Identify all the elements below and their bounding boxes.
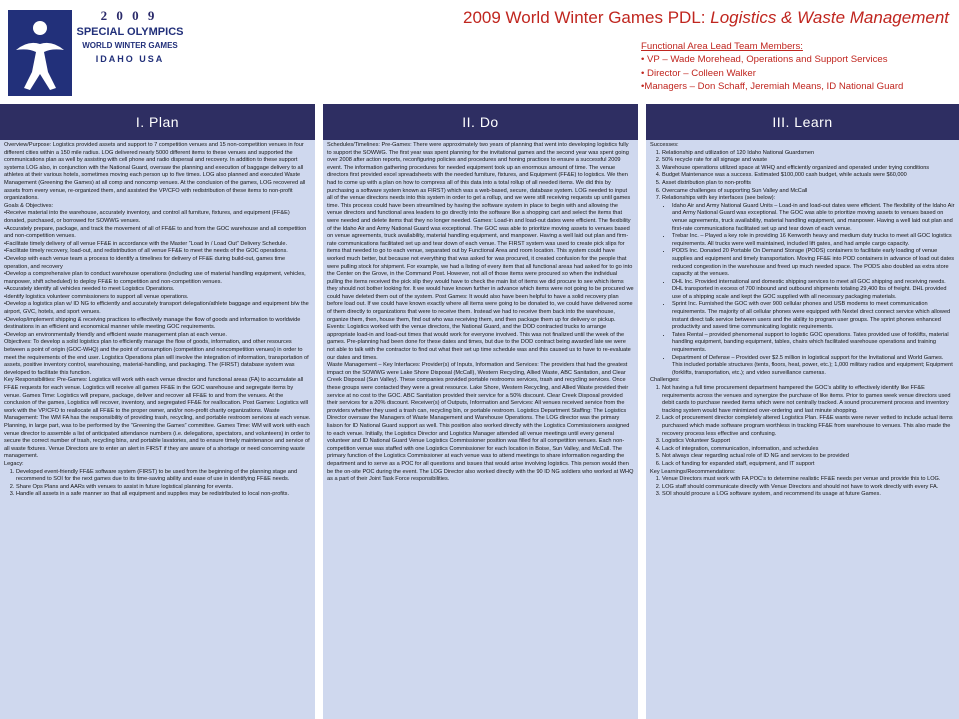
interfaces-list <box>650 203 955 378</box>
list-item: 4. Budget Maintenance was a success. Estimated $100,000 cash budget, while actuals were $60,000 <box>662 172 955 180</box>
list-item: 4. Lack of integration, communication, information, and schedules <box>662 446 955 454</box>
learnings-heading: Key Learnings/Recommendations: <box>650 468 736 475</box>
plan-goal: •Accurately prepare, package, and track the movement of all of FF&E to and from the GOC warehouse and all competition and non-competition venues. <box>4 225 307 240</box>
do-waste-management: Waste Management – Key Interfaces: Provider(s) of Inputs, Information and Services: The providers that had the greatest impact on the SOWWG were Lake Shore Disposal (McCall), Western Recycling, Allied Waste, ABC Sanitation, and Clear Creek Disposal (Sun Valley). These companies provided portable restrooms services, trash and recycling services. Once these groups were contacted they were a great resource. Lake Shore, Western Recycling, and Allied Waste provided their service at no cost to the GOC. ABC Sanitation provided their service for a 50% discount. Clear Creek Disposal provided their services for a 20% discount. Receiver(s) of Outputs, Information and Services: All venues received service from the providers whether they used a trash can, recycling bin, or portable restroom. Logistics Department Staffing: The Logistics Director oversaw the Managers of Waste Management and Warehouse Operations. The LOG director was the primary liaison for ID National Guard support as well. This position also worked directly with the Logistics Commissioners assigned to each venue. Initially, the Logistics Director and Logistics Manager attended all venue meetings until every general volunteer and ID National Guard Venue Logistics Commissioner position was filled for all competition venues. Each non-competition venue was staffed with one Logistics Commissioner for each location in Boise, Sun Valley, and McCall. The primary function of the Logistics Commissioner at each venue was to attend meetings to share information regarding the department and to serve as a POC for all questions and issues that would arise involving logistics. This person would then be the on-site POC during the event. The LOG Director also worked directly with the 90 ID NG soldiers who worked at WHQ as a part of their Joint Task Force responsibilities. <box>327 362 634 483</box>
plan-goals-heading: Goals & Objectives: <box>4 202 54 209</box>
special-olympics-figure-icon <box>8 10 72 96</box>
page-title <box>463 8 949 28</box>
leads-managers: •Managers – Don Schaff, Jeremiah Means, ID National Guard <box>641 81 904 93</box>
list-item: 2. 50% recycle rate for all signage and waste <box>662 157 955 165</box>
learnings-list <box>650 476 955 499</box>
plan-legacy-list <box>4 469 311 499</box>
list-item: 3. Handle all assets in a safe manner so that all equipment and supplies may be redistributed to local non-profits. <box>16 491 311 499</box>
learn-header: III. Learn <box>646 104 959 140</box>
successes-list <box>650 150 955 203</box>
plan-goal: •Facilitate timely delivery of all venue FF&E in accordance with the Master “Load In / Load Out” Delivery Schedule. <box>4 240 288 247</box>
title-italic: Logistics & Waste Management <box>710 8 949 27</box>
plan-header: I. Plan <box>0 104 315 140</box>
list-item: 5. Not always clear regarding actual role of ID NG and services to be provided <box>662 453 955 461</box>
do-schedules: Schedules/Timelines: Pre-Games: There were approximately two years of planning that went into developing logistics fully to support the SOWWG. The first year was spent planning for the invitational games and the second year was spent going over 2008 after action reports, reconfiguring policies and procedures and honing practices to ensure a successful 2009 event. The information gathering procedures for needed equipment took up an enormous amount of time. The venue directors first provided excel spreadsheets with the needed furniture, fixtures, and Equipment (FF&E) to logistics. We then had to come up with a plan on how to compress all of this data into a total rollup of all needed items. We did this by purchasing a software system known as FIRST) which was a web-based, secure, database system. LOG needed to input all of the venue directors needs into this system in order to get a rollup, and we were still receiving requests up until games time. This process could have been streamlined by having the software system in place to begin with and allowing the venue directors and functional area leaders to go directly into the software like a shopping cart and select the items that were needed and delete items that they no longer needed. Games: Load-in and load-out dates were efficient. The flexibility of the Idaho Air and Army National Guard was exceptional. The GOC was able to prioritize moving assets to venues based on venue agreements, truck availability, material handling equipment, and manpower. Having a well laid out plan and firm-rate communications facilitated set up and tear down of each venue. The FIRST system was used to create pick slips for items that needed to go to each venue, separated out by Functional Area and room location. This system could have worked much better, but because not everything that was asked for was procured, it created confusion for the people that were pulling stock for shipment. For example, we had a listing of every item that all functional areas had asked for to go into the Center on the Grove, in the Command Post. However, not all of those items were procured so when the individual pulling the items received the pick slip they would have to check the main list of items we did procure to see which items they should not bother looking for. It we would have known further in advance which items were not going to be procured we could have deleted them out of the system. Post Games: It would also have been helpful to have a solid recovery plan before load out. If we could have known exactly where all items were going to be donated to, we could have delivered some of them directly to organizations that were to receive them. Instead we had to receive them back into the warehouse, organize them, then, house them, find out who was receiving them, and then package them up for delivery or pickup. <box>327 142 634 323</box>
list-item: • Tates Rental – provided phenomenal support to logistic GOC operations. Tates provided use of forklifts, material handling equipment, banding equipment, tables, chairs which facilitated warehouse operations and training requirements. <box>672 332 955 355</box>
list-item: • DHL Inc. Provided international and domestic shipping services to meet all GOC shipping and receiving needs. DHL transported in excess of 700 inbound and outbound shipments totaling 29,400 lbs of freight. DHL provided use of a shipping scale and kept the GOC supplied with all necessary packaging materials. <box>672 279 955 302</box>
plan-objectives: Objectives: To develop a solid logistics plan to efficiently manage the flow of goods, information, and other resources between a point of origin (GOC-WHQ) and the point of consumption (competition and noncompetition venues) in order to meet the requirements of the end user. Logistics Operations plan will involve the integration of information, transportation of assets, positive inventory control, warehousing, material-handling, and packaging. The (FIRST) database system was developed to facilitate this function. <box>4 339 309 376</box>
plan-goal: •Develop an environmentally friendly and efficient waste management plan at each venue. <box>4 331 227 338</box>
do-column <box>323 140 638 719</box>
plan-goal: •Develop/implement shipping & receiving practices to effectively manage the flow of goods and information to worldwide destinations in an efficient and economical manner while meeting GOC requirements. <box>4 316 301 331</box>
list-item: • PODS Inc. Donated 20 Portable On Demand Storage (PODS) containers to facilitate early loading of venue supplies and equipment and timely transportation. Moving FF&E into POD containers in advance of load out dates reduced congestion in the warehouse and freed up much needed space. The PODS also doubled as extra store capacity at the venues. <box>672 248 955 278</box>
list-item: 1. Relationship and utilization of 120 Idaho National Guardsmen <box>662 150 955 158</box>
plan-legacy-heading: Legacy: <box>4 460 24 467</box>
leads-vp: • VP – Wade Morehead, Operations and Support Services <box>641 54 888 66</box>
do-header: II. Do <box>323 104 638 140</box>
do-events: Events: Logistics worked with the venue directors, the National Guard, and the DOD contracted trucks to arrange appropriate load-in and load-out times that would work for everyone involved. This was not finalized until the week of the games. Pre-planning had been done for these dates and times, but due to the DOD contract being awarded late we were not able to talk with the contractor to find out what their set up time schedule was and this caused us to have to re-evaluate our dates and times. <box>327 324 631 361</box>
plan-goal: •Accurately identify all vehicles needed to meet Logistics Operations. <box>4 286 175 293</box>
plan-overview: Overview/Purpose: Logistics provided assets and support to 7 competition venues and 15 non-competition venues in four different cities within a 150 mile radius. LOG delivered nearly 5000 different items to these venues and supported the communications plan as well by assisting with cell phone and radio dispersal and recovery. In addition to these support systems LOG also, in conjunction with the National Guard, oversaw the planning and execution of baggage delivery to all athletes at their various hotels, sometimes moving each person up to five times. LOG also planned and executed Waste Management (Greening the Games) at all comp and noncomp venues. At the conclusion of the games, LOG recovered all assets from every venue, re-organized them, and assisted the VP/CFO with redistribution of these items to non-profit organizations. <box>4 142 306 202</box>
plan-goal: •Facilitate timely recovery, load-out, and redistribution of all venue FF&E to meet the needs of the GOC operations. <box>4 248 288 255</box>
logo-year: 2 0 0 9 <box>100 8 158 23</box>
plan-goal: •Receive material into the warehouse, accurately inventory, and control all furniture, fixtures, and equipment (FF&E) donated, purchased, or borrowed for SOWWG venues. <box>4 210 290 224</box>
list-item: 2. Share Ops Plans and AARs with venues to assist in future logistical planning for events. <box>16 484 311 492</box>
list-item: • Sprint Inc. Furnished the GOC with over 900 cellular phones and USB modems to meet communication requirements. The majority of all cellular phones were equipped with Nextel direct connect service which allowed instant direct talk service between users and the ability to program user groups. The sprint phones enhanced productivity and saved time communicating logistic requirements. <box>672 301 955 331</box>
games-logo <box>4 4 184 100</box>
list-item: 1. Venue Directors must work with FA POC’s to determine realistic FF&E needs per venue and provide this to LOG. <box>662 476 955 484</box>
list-item: 5. Asset distribution plan to non-profits <box>662 180 955 188</box>
leads-heading: Functional Area Lead Team Members: <box>641 41 803 52</box>
plan-goal: •Identify logistics volunteer commissioners to support all venue operations. <box>4 293 189 300</box>
list-item: 7. Relationships with key interfaces (see below): <box>662 195 955 203</box>
list-item: 3. Logistics Volunteer Support <box>662 438 955 446</box>
lead-team-members <box>641 40 953 94</box>
challenges-heading: Challenges: <box>650 377 680 384</box>
successes-heading: Successes: <box>650 142 679 148</box>
list-item: 1. Developed event-friendly FF&E software system (FIRST) to be used from the beginning of the planning stage and recommend to SOI for the next games due to its time-saving ability and ease of use in identifying FF&E needs. <box>16 469 311 484</box>
plan-goal: •Develop with each venue team a process to identify a timelines for delivery of FF&E during build-out, games time operation, and recovery <box>4 255 286 270</box>
list-item: • Idaho Air and Army National Guard Units – Load-in and load-out dates were efficient. The flexibility of the Idaho Air and Army National Guard was exceptional. The GOC was able to prioritize moving assets to venues based on venue agreements, truck availability, material handling equipment, and manpower. Having a well laid out plan and first-rate communications facilitated set up and tear down of each venue. <box>672 203 955 233</box>
list-item: 2. Lack of procurement director completely altered Logistics Plan. FF&E wants were never vetted to include actual items purchased which made software program worthless in tracking FF&E from warehouse to venues. This also made the recovery process less effective and confusing. <box>662 415 955 438</box>
list-item: 6. Lack of funding for expanded staff, equipment, and IT support <box>662 461 955 469</box>
list-item: 6. Overcame challenges of supporting Sun Valley and McCall <box>662 188 955 196</box>
list-item: 2. LOG staff should communicate directly with Venue Directors and should not have to work directly with every FA. <box>662 484 955 492</box>
plan-goal: •Develop a logistics plan w/ ID NG to efficiently and accurately transport delegation/athlete baggage and equipment b/w the airport, GVC, hotels, and sport venues. <box>4 301 309 316</box>
logo-line-1: SPECIAL OLYMPICS <box>76 26 184 38</box>
list-item: 3. SOI should procure a LOG software system, and recommend its usage at future Games. <box>662 491 955 499</box>
plan-column <box>0 140 315 719</box>
logo-line-3: IDAHO USA <box>95 54 165 64</box>
title-main: 2009 World Winter Games PDL: <box>463 8 711 27</box>
list-item: 1. Not having a full time procurement department hampered the GOC’s ability to effectively identify like FF&E requirements across the venues and synergize the purchase of like items. Prior to games week venue directors used debit cards to purchase needed items which were not centrally tracked. A sound procurement process and inventory tracking system would have minimized over-ordering and last minute shopping. <box>662 385 955 415</box>
challenges-list <box>650 385 955 469</box>
plan-responsibilities: Key Responsibilities: Pre-Games: Logistics will work with each venue director and functional areas (FA) to accumulate all FF&E requests for each venue. Logistics will receive all games FF&E in the GOC warehouse and segregate items by venue. Games Time: Logistics will prepare, package, deliver and recover all FF&E to and from the venues. At the conclusion of the games, Logistics will recover, inventory, and segregated FF&E for reallocation. Post Games: Logistics will work with the VP/CFO to reallocate all FF&E to the proper owner, and/or non-profit charity organizations. Waste Management: The WM FA has the responsibility of providing trash, recycling, and portable restroom services at each venue. Planning, in large part, was to be performed by the “Greening the Games” committee. Games Time: WM will work with each venue director to assemble a list of anticipated attendance numbers (i.e. delegations, spectators, and volunteers) in order to secure the correct number of trash, recycling bins, and portable lavatories, and to ensure timely maintenance and service of all waste fixtures. Venue Directors are to enter an alert in FIRST if they are aware of a shortage or need concerning waste management. <box>4 377 311 460</box>
logo-line-2: WORLD WINTER GAMES <box>82 41 178 50</box>
plan-goal: •Develop a comprehensive plan to conduct warehouse operations (including use of material handling equipment, vehicles, manpower, shift scheduled) to deploy FF&E to competition and non-competition venues. <box>4 271 306 285</box>
list-item: • Department of Defense – Provided over $2.5 million in logistical support for the Invitational and World Games. This included portable structures (tents, floors, heat, power, etc.); 1,000 military radios and equipment; Equipment (forklifts, transportation, etc.); and video surveillance cameras. <box>672 355 955 378</box>
learn-column <box>646 140 959 719</box>
list-item: 3. Warehouse operations utilized space at WHQ and efficiently organized and operated under trying conditions <box>662 165 955 173</box>
list-item: • Trebar Inc. – Played a key role in providing 16 Kenworth heavy and medium duty trucks to meet all GOC logistics requirements. All trucks were well maintained, included lift gates, and had ample cargo capacity. <box>672 233 955 248</box>
leads-director: • Director – Colleen Walker <box>641 67 756 79</box>
